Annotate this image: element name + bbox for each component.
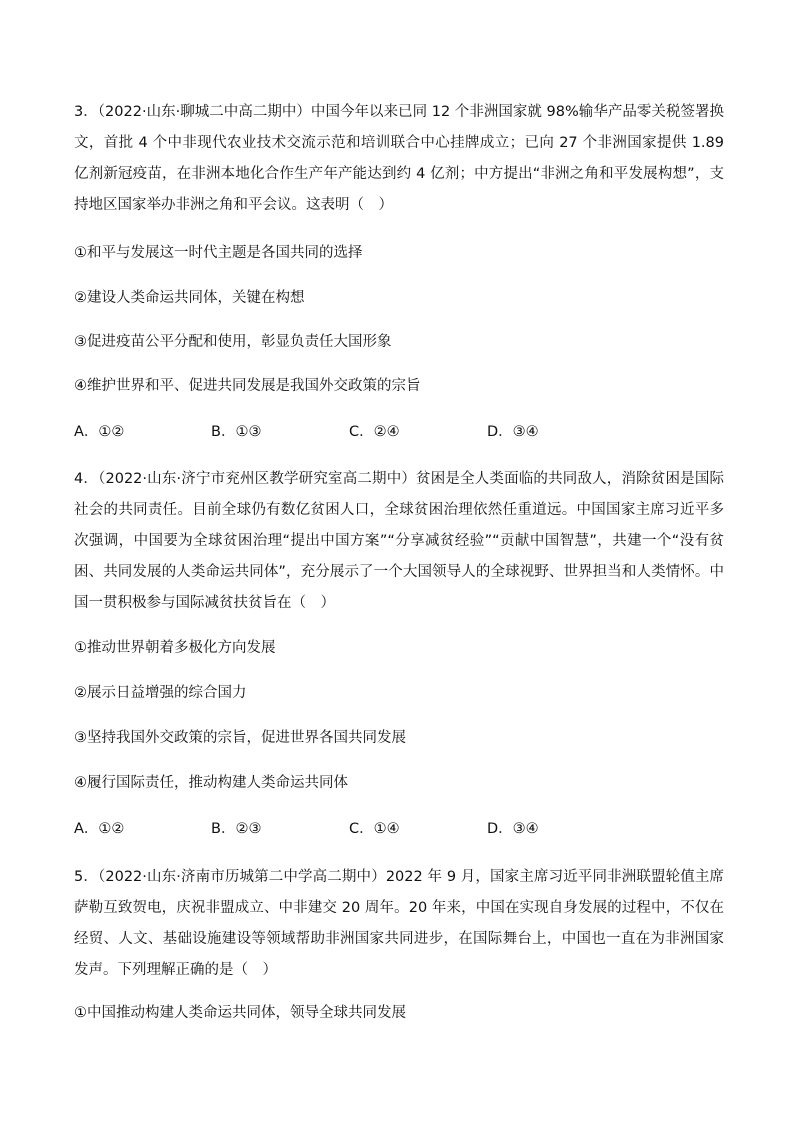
option-item: ①和平与发展这一时代主题是各国共同的选择: [74, 245, 363, 261]
choice-b[interactable]: B．①③: [211, 424, 262, 440]
option-item: ③促进疫苗公平分配和使用，彰显负责任大国形象: [74, 334, 392, 350]
choice-b[interactable]: B．②③: [211, 821, 262, 837]
choice-c[interactable]: C．②④: [349, 424, 400, 440]
choice-d[interactable]: D．③④: [487, 821, 539, 837]
choice-a[interactable]: A．①②: [74, 821, 125, 837]
option-item: ③坚持我国外交政策的宗旨，促进世界各国共同发展: [74, 730, 406, 746]
option-item: ①中国推动构建人类命运共同体，领导全球共同发展: [74, 1005, 406, 1021]
answer-choices: [74, 819, 724, 839]
option-item: ②展示日益增强的综合国力: [74, 685, 247, 701]
question-3: [74, 97, 724, 440]
question-stem: 3．（2022·山东·聊城二中高二期中）中国今年以来已同 12 个非洲国家就 98%输华产品零关税签署换文，首批 4 个中非现代农业技术交流示范和培训联合中心挂牌成立；已向 27 个非洲国家提供 1.89 亿剂新冠疫苗，在非洲本地化合作生产年产能达到约 4 亿剂；中方提出“非洲之角和平发展构想”，支持地区国家举办非洲之角和平会议。这表明（ ）: [74, 104, 724, 213]
option-item: ④维护世界和平、促进共同发展是我国外交政策的宗旨: [74, 378, 421, 394]
choice-d[interactable]: D．③④: [487, 424, 539, 440]
option-item: ①推动世界朝着多极化方向发展: [74, 640, 276, 656]
question-stem: 4．（2022·山东·济宁市兖州区教学研究室高二期中）贫困是全人类面临的共同敌人，消除贫困是国际社会的共同责任。目前全球仍有数亿贫困人口，全球贫困治理依然任重道远。中国国家主席习近平多次强调，中国要为全球贫困治理“提出中国方案”“分享减贫经验”“贡献中国智慧”，共建一个“没有贫困、共同发展的人类命运共同体”，充分展示了一个大国领导人的全球视野、世界担当和人类情怀。中国一贯积极参与国际减贫扶贫旨在（ ）: [74, 471, 724, 611]
answer-choices: [74, 422, 724, 442]
option-item: ④履行国际责任，推动构建人类命运共同体: [74, 775, 348, 791]
choice-a[interactable]: A．①②: [74, 424, 125, 440]
option-item: ②建设人类命运共同体，关键在构想: [74, 290, 305, 306]
question-4: [74, 464, 724, 837]
question-5: [74, 862, 724, 1021]
choice-c[interactable]: C．①④: [349, 821, 400, 837]
question-stem: 5．（2022·山东·济南市历城第二中学高二期中）2022 年 9 月，国家主席习近平同非洲联盟轮值主席萨勒互致贺电，庆祝非盟成立、中非建交 20 周年。20 年来，中国在实现自身发展的过程中，不仅在经贸、人文、基础设施建设等领域帮助非洲国家共同进步，在国际舞台上，中国也一直在为非洲国家发声。下列理解正确的是（ ）: [74, 869, 724, 978]
